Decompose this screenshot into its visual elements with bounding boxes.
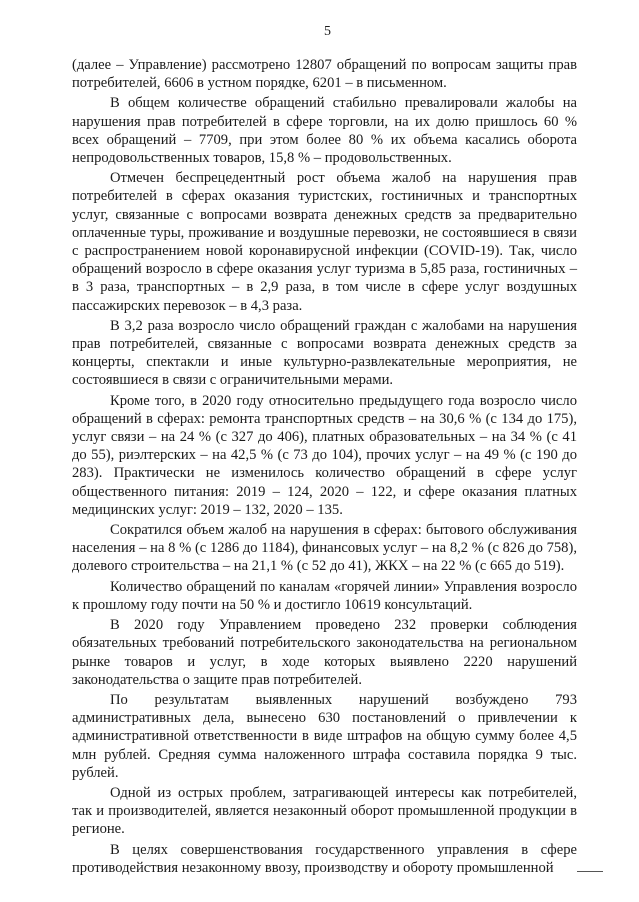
paragraph-5: Кроме того, в 2020 году относительно предыдущего года возросло число обращений в сферах: ремонта транспортных средств – на 30,6 % (с 134 до 175), услуг связи – на 24 % (с 327 до 406), платных образовательных – на 34 % (с 41 до 55), риэлтерских – на 42,5 % (с 73 до 104), прочих услуг – на 49 % (с 190 до 283). Практически не изменилось количество обращений в сфере услуг общественного питания: 2019 – 124, 2020 – 122, и сфере оказания платных медицинских услуг: 2019 – 132, 2020 – 135. bbox=[72, 392, 577, 518]
paragraph-7: Количество обращений по каналам «горячей линии» Управления возросло к прошлому году почти на 50 % и достигло 10619 консультаций. bbox=[72, 578, 577, 613]
paragraph-3: Отмечен беспрецедентный рост объема жалоб на нарушения прав потребителей в сферах оказания туристских, гостиничных и транспортных услуг, связанные с вопросами возврата денежных средств за предварительно оплаченные туры, проживание и воздушные перевозки, не состоявшиеся в связи с распространением новой коронавирусной инфекции (COVID-19). Так, число обращений возросло в сфере оказания услуг туризма в 5,85 раза, гостиничных – в 3 раза, транспортных – в 2,9 раза, в том числе в сфере услуг воздушных пассажирских перевозок – в 4,3 раза. bbox=[72, 170, 577, 314]
paragraph-11: В целях совершенствования государственного управления в сфере противодействия незаконному ввозу, производству и обороту промышленной bbox=[72, 841, 577, 876]
paragraph-8: В 2020 году Управлением проведено 232 проверки соблюдения обязательных требований потребительского законодательства на региональном рынке товаров и услуг, в ходе которых выявлено 2220 нарушений законодательства о защите прав потребителей. bbox=[72, 617, 577, 688]
paragraph-1: (далее – Управление) рассмотрено 12807 обращений по вопросам защиты прав потребителей, 6606 в устном порядке, 6201 – в письменном. bbox=[72, 57, 577, 92]
paragraph-4: В 3,2 раза возросло число обращений граждан с жалобами на нарушения прав потребителей, связанные с вопросами возврата денежных средств за концерты, спектакли и иные культурно-развлекательные мероприятия, не состоявшиеся в связи с ограничительными мерами. bbox=[72, 317, 577, 389]
paragraph-6: Сократился объем жалоб на нарушения в сферах: бытового обслуживания населения – на 8 % (с 1286 до 1184), финансовых услуг – на 8,2 % (с 826 до 758), долевого строительства – на 21,1 % (с 52 до 41), ЖКХ – на 22 % (с 665 до 519). bbox=[72, 522, 577, 575]
footer-divider bbox=[577, 871, 603, 872]
paragraph-9: По результатам выявленных нарушений возбуждено 793 административных дела, вынесено 630 постановлений о привлечении к административной ответственности в виде штрафов на общую сумму более 4,5 млн рублей. Средняя сумма наложенного штрафа составила порядка 9 тыс. рублей. bbox=[72, 691, 577, 781]
page-number: 5 bbox=[324, 24, 331, 39]
paragraph-2: В общем количестве обращений стабильно превалировали жалобы на нарушения прав потребителей в сфере торговли, на их долю пришлось 60 % всех обращений – 7709, при этом более 80 % их объема касались оборота непродовольственных товаров, 15,8 % – продовольственных. bbox=[72, 95, 577, 167]
paragraph-10: Одной из острых проблем, затрагивающей интересы как потребителей, так и производителей, является незаконный оборот промышленной продукции в регионе. bbox=[72, 784, 577, 838]
